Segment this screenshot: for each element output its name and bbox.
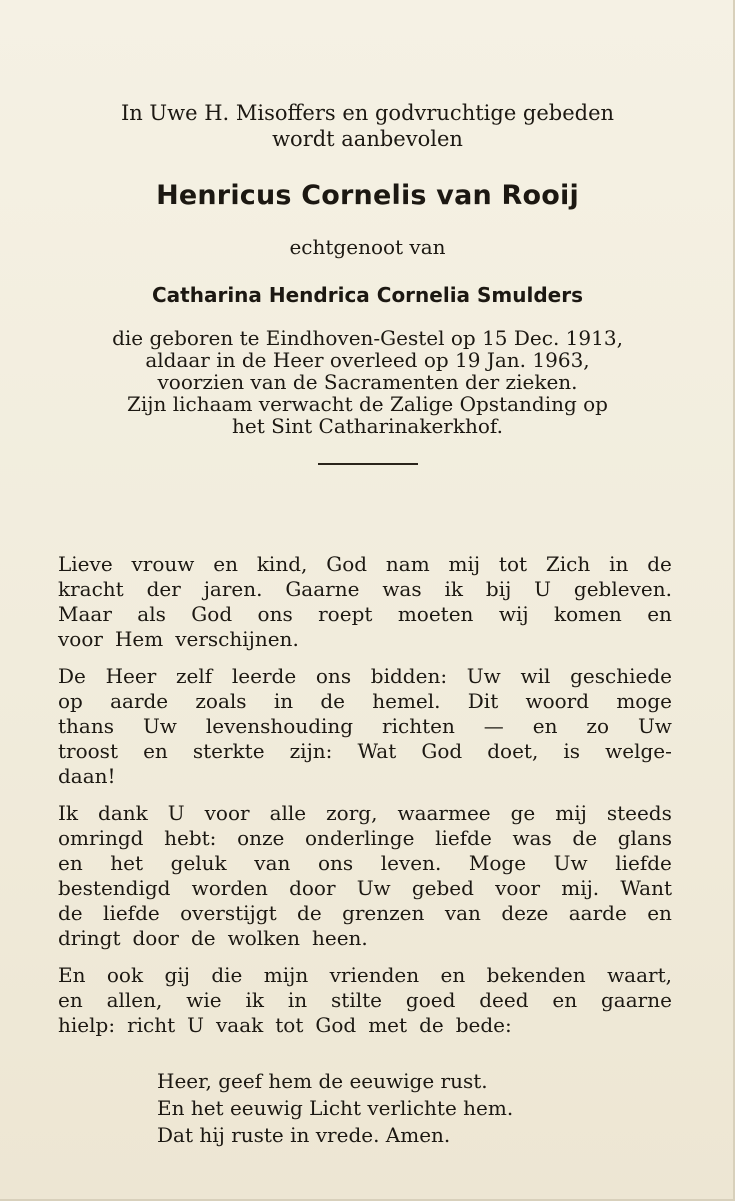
word: mij. <box>561 876 600 900</box>
word: tot <box>275 1013 304 1037</box>
word: Maar <box>58 602 112 626</box>
word: deed <box>479 988 529 1012</box>
word: Zich <box>545 552 591 576</box>
word: Uw <box>637 714 672 738</box>
word: vrouw <box>131 552 195 576</box>
word: vaak <box>216 1013 264 1037</box>
word: Hem <box>114 627 164 651</box>
paragraph-line <box>58 963 672 988</box>
word: wie <box>186 988 222 1012</box>
prayer-line: Heer, geef hem de eeuwige rust. <box>157 1069 488 1093</box>
word: deze <box>501 901 549 925</box>
word: richten <box>382 714 455 738</box>
word: worden <box>191 876 268 900</box>
word: daan! <box>58 764 116 788</box>
word: vrienden <box>329 963 420 987</box>
word: dank <box>98 801 148 825</box>
word: zoals <box>195 689 247 713</box>
word: God <box>421 739 463 763</box>
word: de <box>297 901 322 925</box>
word: stilte <box>331 988 383 1012</box>
word: U <box>167 801 185 825</box>
word: het <box>110 851 144 875</box>
word: geschiede <box>570 664 672 688</box>
word: kind, <box>256 552 308 576</box>
paragraph-line <box>58 851 672 876</box>
word: ons <box>315 664 352 688</box>
word: liefde <box>435 826 492 850</box>
word: kracht <box>58 577 124 601</box>
word: — <box>483 714 504 738</box>
detail-line: die geboren te Eindhoven-Gestel op 15 Dec. 1913, <box>112 326 623 350</box>
word: en <box>58 851 83 875</box>
word: gebed <box>411 876 474 900</box>
word: in <box>287 988 308 1012</box>
word: mij <box>448 552 481 576</box>
word: geluk <box>170 851 227 875</box>
intro-text <box>50 100 685 152</box>
word: voor <box>204 801 250 825</box>
word: God <box>326 552 368 576</box>
word: en <box>213 552 238 576</box>
paragraph-line <box>58 1013 672 1038</box>
word: jaren. <box>203 577 263 601</box>
word: van <box>444 901 481 925</box>
word: bekenden <box>486 963 586 987</box>
word: moeten <box>397 602 474 626</box>
word: en <box>143 739 168 763</box>
word: moge <box>616 689 672 713</box>
word: en <box>552 988 578 1012</box>
word: welge- <box>605 739 672 763</box>
word: grenzen <box>342 901 425 925</box>
prayer-line: En het eeuwig Licht verlichte hem. <box>157 1096 514 1120</box>
word: richt <box>127 1013 176 1037</box>
word: En <box>58 963 86 987</box>
word: thans <box>58 714 114 738</box>
word: God <box>191 602 233 626</box>
word: leven. <box>380 851 442 875</box>
paragraph <box>58 801 672 951</box>
word: wij <box>498 602 529 626</box>
paragraph-line <box>58 602 672 627</box>
word: Lieve <box>58 552 113 576</box>
word: ik <box>245 988 265 1012</box>
word: gaarne <box>601 988 672 1012</box>
word: De <box>58 664 86 688</box>
word: de <box>190 926 216 950</box>
word: onze <box>237 826 285 850</box>
word: troost <box>58 739 118 763</box>
paragraph-line <box>58 739 672 764</box>
word: die <box>211 963 243 987</box>
word: wil <box>520 664 551 688</box>
word: wolken <box>227 926 300 950</box>
word: is <box>563 739 581 763</box>
word: dringt <box>58 926 121 950</box>
word: was <box>382 577 422 601</box>
paragraph-line <box>58 552 672 577</box>
word: zijn: <box>289 739 333 763</box>
word: en <box>58 988 83 1012</box>
intro-line-2: wordt aanbevolen <box>272 127 463 151</box>
word: was <box>512 826 552 850</box>
word: goed <box>405 988 456 1012</box>
word: der <box>146 577 181 601</box>
paragraph-line <box>58 664 672 689</box>
word: omringd <box>58 826 144 850</box>
paragraph <box>58 963 672 1038</box>
word: tot <box>498 552 528 576</box>
paragraph-line <box>58 714 672 739</box>
word: bestendigd <box>58 876 171 900</box>
word: leerde <box>231 664 297 688</box>
word: en <box>440 963 466 987</box>
detail-line: het Sint Catharinakerkhof. <box>232 414 503 438</box>
detail-line: aldaar in de Heer overleed op 19 Jan. 1963, <box>145 348 590 372</box>
word: liefde <box>615 851 672 875</box>
word: de <box>58 901 83 925</box>
word: aarde <box>568 901 627 925</box>
word: aarde <box>110 689 169 713</box>
paragraph-line <box>58 826 672 851</box>
word: in <box>609 552 629 576</box>
word: van <box>254 851 291 875</box>
divider-rule <box>318 463 418 465</box>
word: Uw <box>553 851 588 875</box>
paragraph-line <box>58 627 672 652</box>
spouse-label: echtgenoot van <box>289 235 446 259</box>
word: Uw <box>466 664 501 688</box>
word: ons <box>257 602 293 626</box>
paragraph-line <box>58 764 672 789</box>
life-details <box>50 327 685 437</box>
word: Ik <box>58 801 79 825</box>
word: de <box>647 552 672 576</box>
word: U <box>187 1013 204 1037</box>
word: Gaarne <box>285 577 360 601</box>
word: door <box>132 926 179 950</box>
word: doet, <box>487 739 539 763</box>
word: Heer <box>105 664 157 688</box>
word: met <box>368 1013 408 1037</box>
word: voor <box>495 876 541 900</box>
word: als <box>137 602 166 626</box>
word: de <box>419 1013 444 1037</box>
word: sterkte <box>192 739 265 763</box>
word: ook <box>106 963 144 987</box>
word: Uw <box>356 876 391 900</box>
word: waarmee <box>397 801 491 825</box>
word: door <box>289 876 336 900</box>
word: steeds <box>606 801 672 825</box>
word: allen, <box>106 988 163 1012</box>
word: Want <box>620 876 672 900</box>
word: de <box>320 689 345 713</box>
word: en <box>647 602 672 626</box>
word: woord <box>525 689 590 713</box>
word: gebleven. <box>573 577 672 601</box>
word: zorg, <box>326 801 378 825</box>
word: Uw <box>142 714 177 738</box>
word: ons <box>317 851 354 875</box>
paragraph <box>58 552 672 652</box>
word: onderlinge <box>305 826 415 850</box>
word: glans <box>617 826 672 850</box>
word: roept <box>318 602 373 626</box>
farewell-text <box>58 552 672 1050</box>
paragraph-line <box>58 926 672 951</box>
word: op <box>58 689 83 713</box>
paragraph-line <box>58 901 672 926</box>
spouse-name: Catharina Hendrica Cornelia Smulders <box>151 283 583 307</box>
paragraph-line <box>58 988 672 1013</box>
word: en <box>532 714 558 738</box>
card-header <box>50 100 685 465</box>
word: U <box>534 577 552 601</box>
word: overstijgt <box>180 901 277 925</box>
deceased-name: Henricus Cornelis van Rooij <box>156 180 579 211</box>
word: gij <box>164 963 190 987</box>
word: ik <box>444 577 464 601</box>
word: bede: <box>455 1013 512 1037</box>
paragraph-line <box>58 876 672 901</box>
word: levenshouding <box>205 714 354 738</box>
paragraph <box>58 664 672 789</box>
word: nam <box>385 552 430 576</box>
intro-line-1: In Uwe H. Misoffers en godvruchtige gebeden <box>120 101 615 125</box>
word: zo <box>586 714 609 738</box>
word: komen <box>553 602 622 626</box>
word: bij <box>485 577 512 601</box>
word: mijn <box>263 963 309 987</box>
prayer-line: Dat hij ruste in vrede. Amen. <box>157 1123 451 1147</box>
detail-line: Zijn lichaam verwacht de Zalige Opstanding op <box>127 392 608 416</box>
word: God <box>315 1013 357 1037</box>
word: bidden: <box>370 664 448 688</box>
word: en <box>647 901 672 925</box>
paragraph-line <box>58 689 672 714</box>
word: Wat <box>357 739 397 763</box>
word: ge <box>510 801 536 825</box>
paragraph-line <box>58 577 672 602</box>
closing-prayer <box>157 1068 637 1149</box>
word: Moge <box>468 851 527 875</box>
word: hemel. <box>372 689 441 713</box>
detail-line: voorzien van de Sacramenten der zieken. <box>157 370 578 394</box>
word: waart, <box>607 963 672 987</box>
word: zelf <box>176 664 213 688</box>
word: hebt: <box>164 826 217 850</box>
word: de <box>572 826 598 850</box>
word: in <box>273 689 294 713</box>
word: Dit <box>467 689 499 713</box>
word: alle <box>269 801 307 825</box>
word: voor <box>58 627 103 651</box>
word: heen. <box>311 926 368 950</box>
word: liefde <box>103 901 160 925</box>
word: verschijnen. <box>175 627 299 651</box>
word: mij <box>555 801 587 825</box>
word: hielp: <box>58 1013 116 1037</box>
paragraph-line <box>58 801 672 826</box>
